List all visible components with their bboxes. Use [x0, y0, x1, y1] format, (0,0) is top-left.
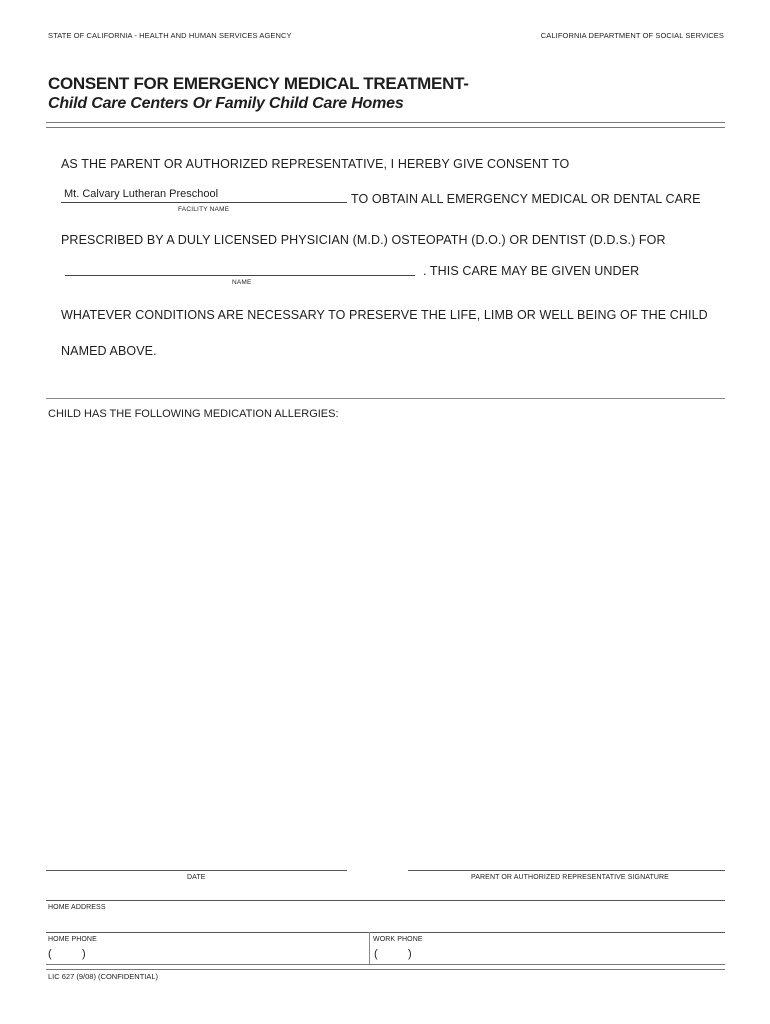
child-name-field[interactable] [65, 262, 415, 277]
work-phone-open-paren: ( [374, 948, 378, 960]
work-phone-field[interactable] [370, 933, 725, 963]
facility-name-label: FACILITY NAME [178, 206, 230, 213]
facility-name-value: Mt. Calvary Lutheran Preschool [64, 188, 219, 200]
signature-line[interactable] [408, 870, 725, 871]
title-divider [46, 122, 725, 128]
consent-line-6: NAMED ABOVE. [61, 344, 157, 358]
consent-line-2: TO OBTAIN ALL EMERGENCY MEDICAL OR DENTAL CARE [351, 192, 701, 206]
form-number: LIC 627 (9/08) (CONFIDENTIAL) [48, 972, 159, 981]
consent-line-1: AS THE PARENT OR AUTHORIZED REPRESENTATIVE, I HEREBY GIVE CONSENT TO [61, 157, 570, 171]
allergies-label: CHILD HAS THE FOLLOWING MEDICATION ALLERGIES: [48, 408, 339, 420]
child-name-underline [65, 275, 415, 276]
allergies-divider [46, 398, 725, 399]
allergies-field[interactable] [46, 403, 725, 858]
work-phone-label: WORK PHONE [373, 936, 423, 943]
form-subtitle: Child Care Centers Or Family Child Care Homes [48, 95, 404, 112]
footer-divider [46, 964, 725, 970]
agency-header: STATE OF CALIFORNIA - HEALTH AND HUMAN SERVICES AGENCY [48, 31, 292, 40]
date-label: DATE [187, 874, 206, 881]
home-phone-close-paren: ) [82, 948, 86, 960]
home-phone-field[interactable] [46, 933, 368, 963]
signature-label: PARENT OR AUTHORIZED REPRESENTATIVE SIGNATURE [471, 874, 669, 881]
child-name-label: NAME [232, 279, 252, 286]
consent-line-5: WHATEVER CONDITIONS ARE NECESSARY TO PRESERVE THE LIFE, LIMB OR WELL BEING OF THE CHILD [61, 308, 708, 322]
consent-line-3: PRESCRIBED BY A DULY LICENSED PHYSICIAN (M.D.) OSTEOPATH (D.O.) OR DENTIST (D.D.S.) FOR [61, 233, 666, 247]
form-title: CONSENT FOR EMERGENCY MEDICAL TREATMENT- [48, 74, 469, 93]
facility-name-field[interactable] [61, 186, 347, 204]
home-address-label: HOME ADDRESS [48, 904, 106, 911]
home-address-field[interactable] [46, 901, 725, 931]
work-phone-close-paren: ) [408, 948, 412, 960]
home-phone-label: HOME PHONE [48, 936, 97, 943]
department-header: CALIFORNIA DEPARTMENT OF SOCIAL SERVICES [540, 31, 724, 40]
date-line[interactable] [46, 870, 347, 871]
facility-name-underline [61, 202, 347, 203]
consent-line-4: . THIS CARE MAY BE GIVEN UNDER [423, 264, 640, 278]
home-phone-open-paren: ( [48, 948, 52, 960]
